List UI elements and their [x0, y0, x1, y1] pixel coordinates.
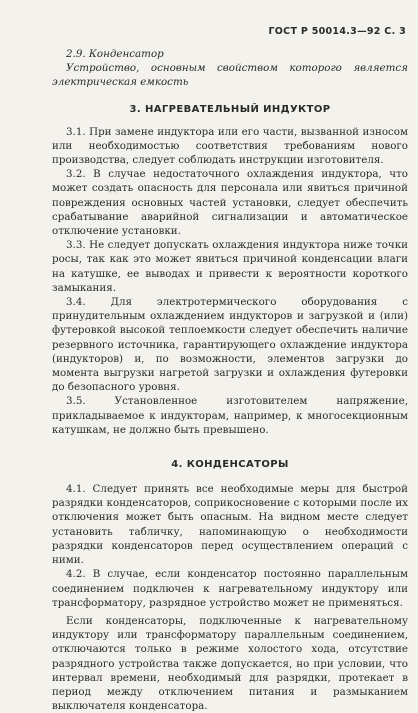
paragraph-3-5: 3.5. Установленное изготовителем напряжение, прикладываемое к индукторам, например, к многосекционным катушкам, не должно быть превышено.: [52, 395, 408, 436]
paragraph-3-4: 3.4. Для электротермического оборудования с принудительным охлаждением индукторов и загрузкой и (или) футеровкой высокой теплоемкости следует обеспечить наличие резервного источника, гарантирующего охлаждение индуктора (индукторов) и, по возможности, элементов загрузки до момента выгрузки нагретой загрузки и охлаждения футеровки до безопасного уровня.: [52, 296, 408, 394]
page-content: [52, 47, 408, 713]
paragraph-4-2: 4.2. В случае, если конденсатор постоянно параллельным соединением подключен к нагревательному индуктору или трансформатору, разрядное устройство может не применяться.: [52, 568, 408, 609]
page-header: ГОСТ Р 50014.3—92 С. 3: [268, 26, 406, 37]
definition-title: 2.9. Конденсатор: [66, 48, 164, 60]
paragraph-4-1: 4.1. Следует принять все необходимые меры для быстрой разрядки конденсаторов, соприкосновение с которыми после их отключения может быть опасным. На видном месте следует установить табличку, напоминающую о необходимости разрядки конденсаторов перед осуществлением операций с ними.: [52, 483, 408, 567]
paragraph-3-3: 3.3. Не следует допускать охлаждения индуктора ниже точки росы, так как это может явиться причиной конденсации влаги на катушке, ее выводах и привести к вероятности короткого замыкания.: [52, 239, 408, 294]
paragraph-4-2-cont: Если конденсаторы, подключенные к нагревательному индуктору или трансформатору параллельным соединением, отключаются только в режиме холостого хода, отсутствие разрядного устройства также допускается, но при условии, что интервал времени, необходимый для разрядки, протекает в период между отключением питания и размыканием выключателя конденсатора.: [52, 614, 408, 713]
section-4-heading: 4. КОНДЕНСАТОРЫ: [171, 459, 289, 471]
paragraph-3-2: 3.2. В случае недостаточного охлаждения индуктора, что может создать опасность для персонала или явиться причиной повреждения основных частей установки, следует обеспечить срабатывание аварийной сигнализации и автоматическое отключение установки.: [52, 168, 408, 238]
paragraph-3-1: 3.1. При замене индуктора или его части, вызванной износом или необходимостью соответствия требованиям нового производства, следует соблюдать инструкции изготовителя.: [52, 125, 408, 167]
definition-body: Устройство, основным свойством которого является электрическая емкость: [52, 62, 408, 89]
section-3-heading: 3. НАГРЕВАТЕЛЬНЫЙ ИНДУКТОР: [129, 103, 331, 115]
